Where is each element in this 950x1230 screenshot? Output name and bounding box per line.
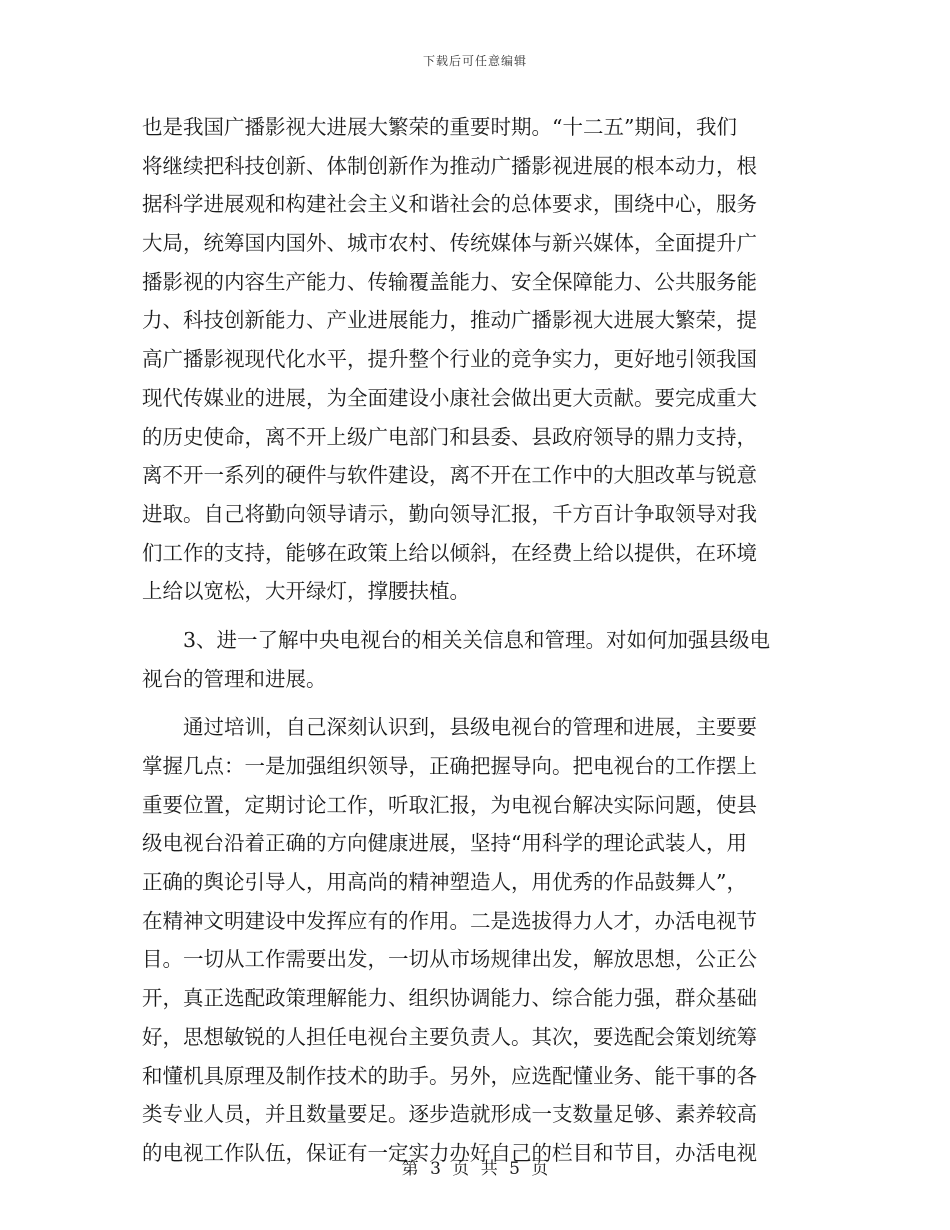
text-line: 将继续把科技创新、体制创新作为推动广播影视进展的根本动力，根 bbox=[142, 153, 757, 178]
text-line: 进取。自己将勤向领导请示，勤向领导汇报，千方百计争取领导对我 bbox=[142, 501, 757, 526]
text-line: 级电视台沿着正确的方向健康进展，坚持“用科学的理论武装人，用 bbox=[142, 831, 747, 856]
text-line: 正确的舆论引导人，用高尚的精神塑造人，用优秀的作品鼓舞人”， bbox=[142, 870, 747, 895]
text-line: 视台的管理和进展。 bbox=[142, 666, 327, 691]
text-line: 的电视工作队伍，保证有一定实力办好自己的栏目和节目，办活电视 bbox=[142, 1140, 757, 1165]
text-line: 播影视的内容生产能力、传输覆盖能力、安全保障能力、公共服务能 bbox=[142, 269, 757, 294]
text-line: 类专业人员，并且数量要足。逐步造就形成一支数量足够、素养较高 bbox=[142, 1102, 757, 1127]
text-line: 3、进一了解中央电视台的相关关信息和管理。对如何加强县级电 bbox=[183, 627, 771, 652]
page-number-footer: 第 3 页 共 5 页 bbox=[401, 1159, 549, 1179]
text-line: 上给以宽松，大开绿灯，撑腰扶植。 bbox=[142, 579, 470, 604]
page-header: 下载后可任意编辑 bbox=[422, 54, 527, 68]
text-line: 掌握几点：一是加强组织领导，正确把握导向。把电视台的工作摆上 bbox=[142, 754, 757, 778]
text-line: 和懂机具原理及制作技术的助手。另外，应选配懂业务、能干事的各 bbox=[142, 1063, 757, 1088]
text-line: 重要位置，定期讨论工作，听取汇报，为电视台解决实际问题，使县 bbox=[142, 792, 757, 817]
document-body bbox=[142, 108, 805, 1173]
text-line: 现代传媒业的进展，为全面建设小康社会做出更大贡献。要完成重大 bbox=[142, 385, 757, 410]
text-line: 在精神文明建设中发挥应有的作用。二是选拔得力人才，办活电视节 bbox=[142, 908, 757, 933]
text-line: 力、科技创新能力、产业进展能力，推动广播影视大进展大繁荣，提 bbox=[142, 308, 757, 333]
text-line: 目。一切从工作需要出发，一切从市场规律出发，解放思想，公正公 bbox=[142, 947, 757, 972]
text-line: 高广播影视现代化水平，提升整个行业的竞争实力，更好地引领我国 bbox=[142, 347, 757, 372]
text-line: 通过培训，自己深刻认识到，县级电视台的管理和进展，主要要 bbox=[183, 715, 757, 740]
text-line: 大局，统筹国内国外、城市农村、传统媒体与新兴媒体，全面提升广 bbox=[142, 231, 757, 256]
text-line: 也是我国广播影视大进展大繁荣的重要时期。“十二五”期间，我们 bbox=[142, 115, 737, 139]
text-line: 的历史使命，离不开上级广电部门和县委、县政府领导的鼎力支持， bbox=[142, 424, 757, 449]
text-line: 好，思想敏锐的人担任电视台主要负责人。其次，要选配会策划统筹 bbox=[142, 1024, 757, 1049]
text-line: 们工作的支持，能够在政策上给以倾斜，在经费上给以提供，在环境 bbox=[142, 540, 757, 565]
text-line: 离不开一系列的硬件与软件建设，离不开在工作中的大胆改革与锐意 bbox=[142, 463, 757, 488]
text-line: 开，真正选配政策理解能力、组织协调能力、综合能力强，群众基础 bbox=[142, 986, 757, 1011]
text-line: 据科学进展观和构建社会主义和谐社会的总体要求，围绕中心，服务 bbox=[142, 192, 757, 217]
